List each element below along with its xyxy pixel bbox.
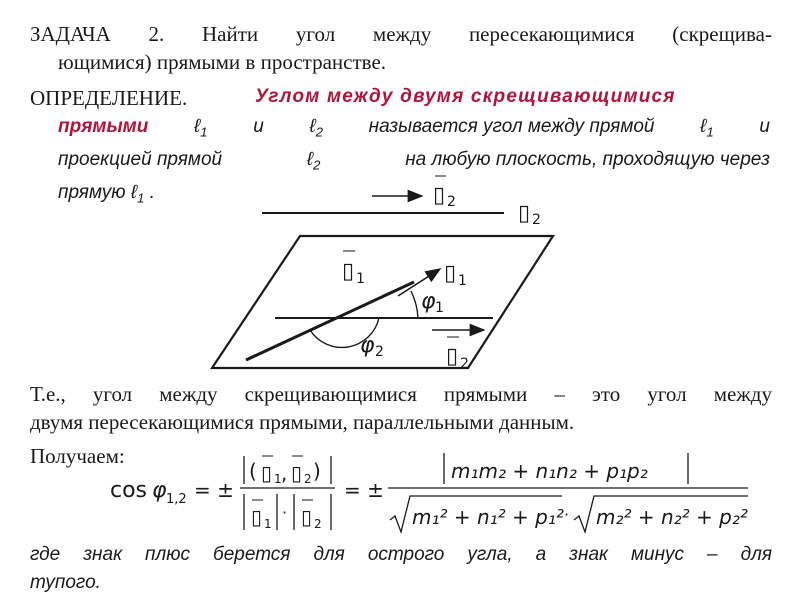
angle-arc-phi1: [411, 291, 418, 318]
definition-text-2b: называется угол между прямой: [368, 116, 655, 137]
explanation-line-1: Т.е., угол между скрещивающимися прямыми – это угол между: [30, 382, 772, 406]
svg-text:,: ,: [281, 461, 288, 485]
definition-text-4a: прямую: [58, 182, 126, 203]
svg-text:φ: φ: [360, 333, 375, 358]
slanted-line: [246, 282, 414, 360]
conclusion-line-2: тупого.: [30, 572, 101, 593]
definition-and-2: и: [759, 116, 770, 137]
label-lower-right: [446, 337, 469, 372]
conclusion-line-1: где знак плюс берется для острого угла, а знак минус – для: [30, 544, 772, 565]
svg-text:2: 2: [314, 517, 322, 531]
svg-text:m₂² + n₂² + p₂²: m₂² + n₂² + p₂²: [596, 505, 748, 529]
svg-text:(: (: [249, 459, 257, 483]
svg-text:2: 2: [460, 356, 469, 372]
geometry-figure: [200, 172, 580, 380]
definition-and-1: и: [253, 116, 264, 137]
definition-text-3b: на любую плоскость, проходящую через: [405, 149, 770, 170]
second-denominator: [390, 496, 748, 532]
svg-text:▯: ▯: [518, 201, 531, 226]
definition-line-2: [58, 116, 770, 140]
ell-1-symbol-b: ℓ$_1$: [700, 116, 714, 140]
svg-text:2: 2: [304, 472, 312, 486]
formula-pm-2: = ±: [344, 478, 384, 502]
svg-text:▯: ▯: [342, 259, 355, 284]
definition-highlight-2: прямыми: [58, 116, 149, 137]
label-top-line: [518, 201, 541, 228]
task-line-2: ющимися) прямыми в пространстве.: [58, 50, 387, 74]
svg-text:): ): [313, 459, 321, 483]
svg-text:1: 1: [356, 271, 365, 287]
definition-highlight-1: Углом между двумя скрещивающимися: [255, 86, 676, 107]
svg-text:1: 1: [458, 273, 467, 289]
label-upper-right: [444, 261, 467, 289]
svg-text:▯: ▯: [261, 461, 273, 485]
task-line-1: ЗАДАЧА 2. Найти угол между пересекающимися (скрещива-: [30, 22, 772, 46]
svg-text:▯: ▯: [301, 505, 313, 529]
formula-phi-sub: 1,2: [166, 492, 187, 507]
angle-formula: [110, 450, 760, 540]
svg-text:2: 2: [375, 344, 384, 360]
ell-2-symbol-b: ℓ$_2$: [306, 149, 321, 173]
ell-2-symbol: ℓ$_2$: [309, 116, 324, 140]
label-phi2: [360, 333, 384, 360]
svg-text:2: 2: [447, 194, 456, 210]
ell-1-symbol-c: ℓ$_1$: [130, 182, 145, 206]
ell-1-symbol: ℓ$_1$: [194, 116, 208, 140]
label-top-arrow: [433, 176, 456, 210]
formula-cos: cos: [110, 478, 148, 503]
definition-label: ОПРЕДЕЛЕНИЕ.: [30, 86, 188, 110]
definition-text-3a: проекцией прямой: [58, 149, 223, 170]
svg-text:▯: ▯: [444, 261, 457, 286]
svg-text:φ: φ: [421, 289, 436, 314]
svg-text:m₁² + n₁² + p₁²: m₁² + n₁² + p₁²: [412, 505, 564, 529]
svg-text:1: 1: [274, 472, 282, 486]
formula-pm-1: = ±: [194, 478, 234, 502]
formula-phi: φ: [152, 478, 167, 503]
explanation-line-2: двумя пересекающимися прямыми, параллельными данным.: [30, 410, 575, 434]
svg-text:1: 1: [435, 300, 444, 316]
first-numerator: [244, 456, 331, 486]
result-label: Получаем:: [30, 444, 125, 468]
svg-text:1: 1: [264, 517, 272, 531]
definition-text-4b: .: [149, 182, 155, 203]
svg-text:2: 2: [532, 212, 541, 228]
svg-text:▯: ▯: [251, 505, 263, 529]
svg-text:·: ·: [282, 503, 288, 522]
svg-text:▯: ▯: [433, 183, 446, 208]
first-denominator: [244, 494, 331, 531]
svg-text:▯: ▯: [446, 344, 459, 369]
label-phi1: [421, 289, 444, 316]
svg-text:m₁m₂ + n₁n₂ + p₁p₂: m₁m₂ + n₁n₂ + p₁p₂: [451, 459, 648, 483]
label-upper-left: [342, 251, 365, 287]
svg-text:·: ·: [564, 505, 570, 524]
definition-line-4: [58, 182, 155, 206]
svg-text:▯: ▯: [291, 461, 303, 485]
definition-line-3: [58, 149, 770, 173]
second-numerator: [444, 453, 688, 484]
